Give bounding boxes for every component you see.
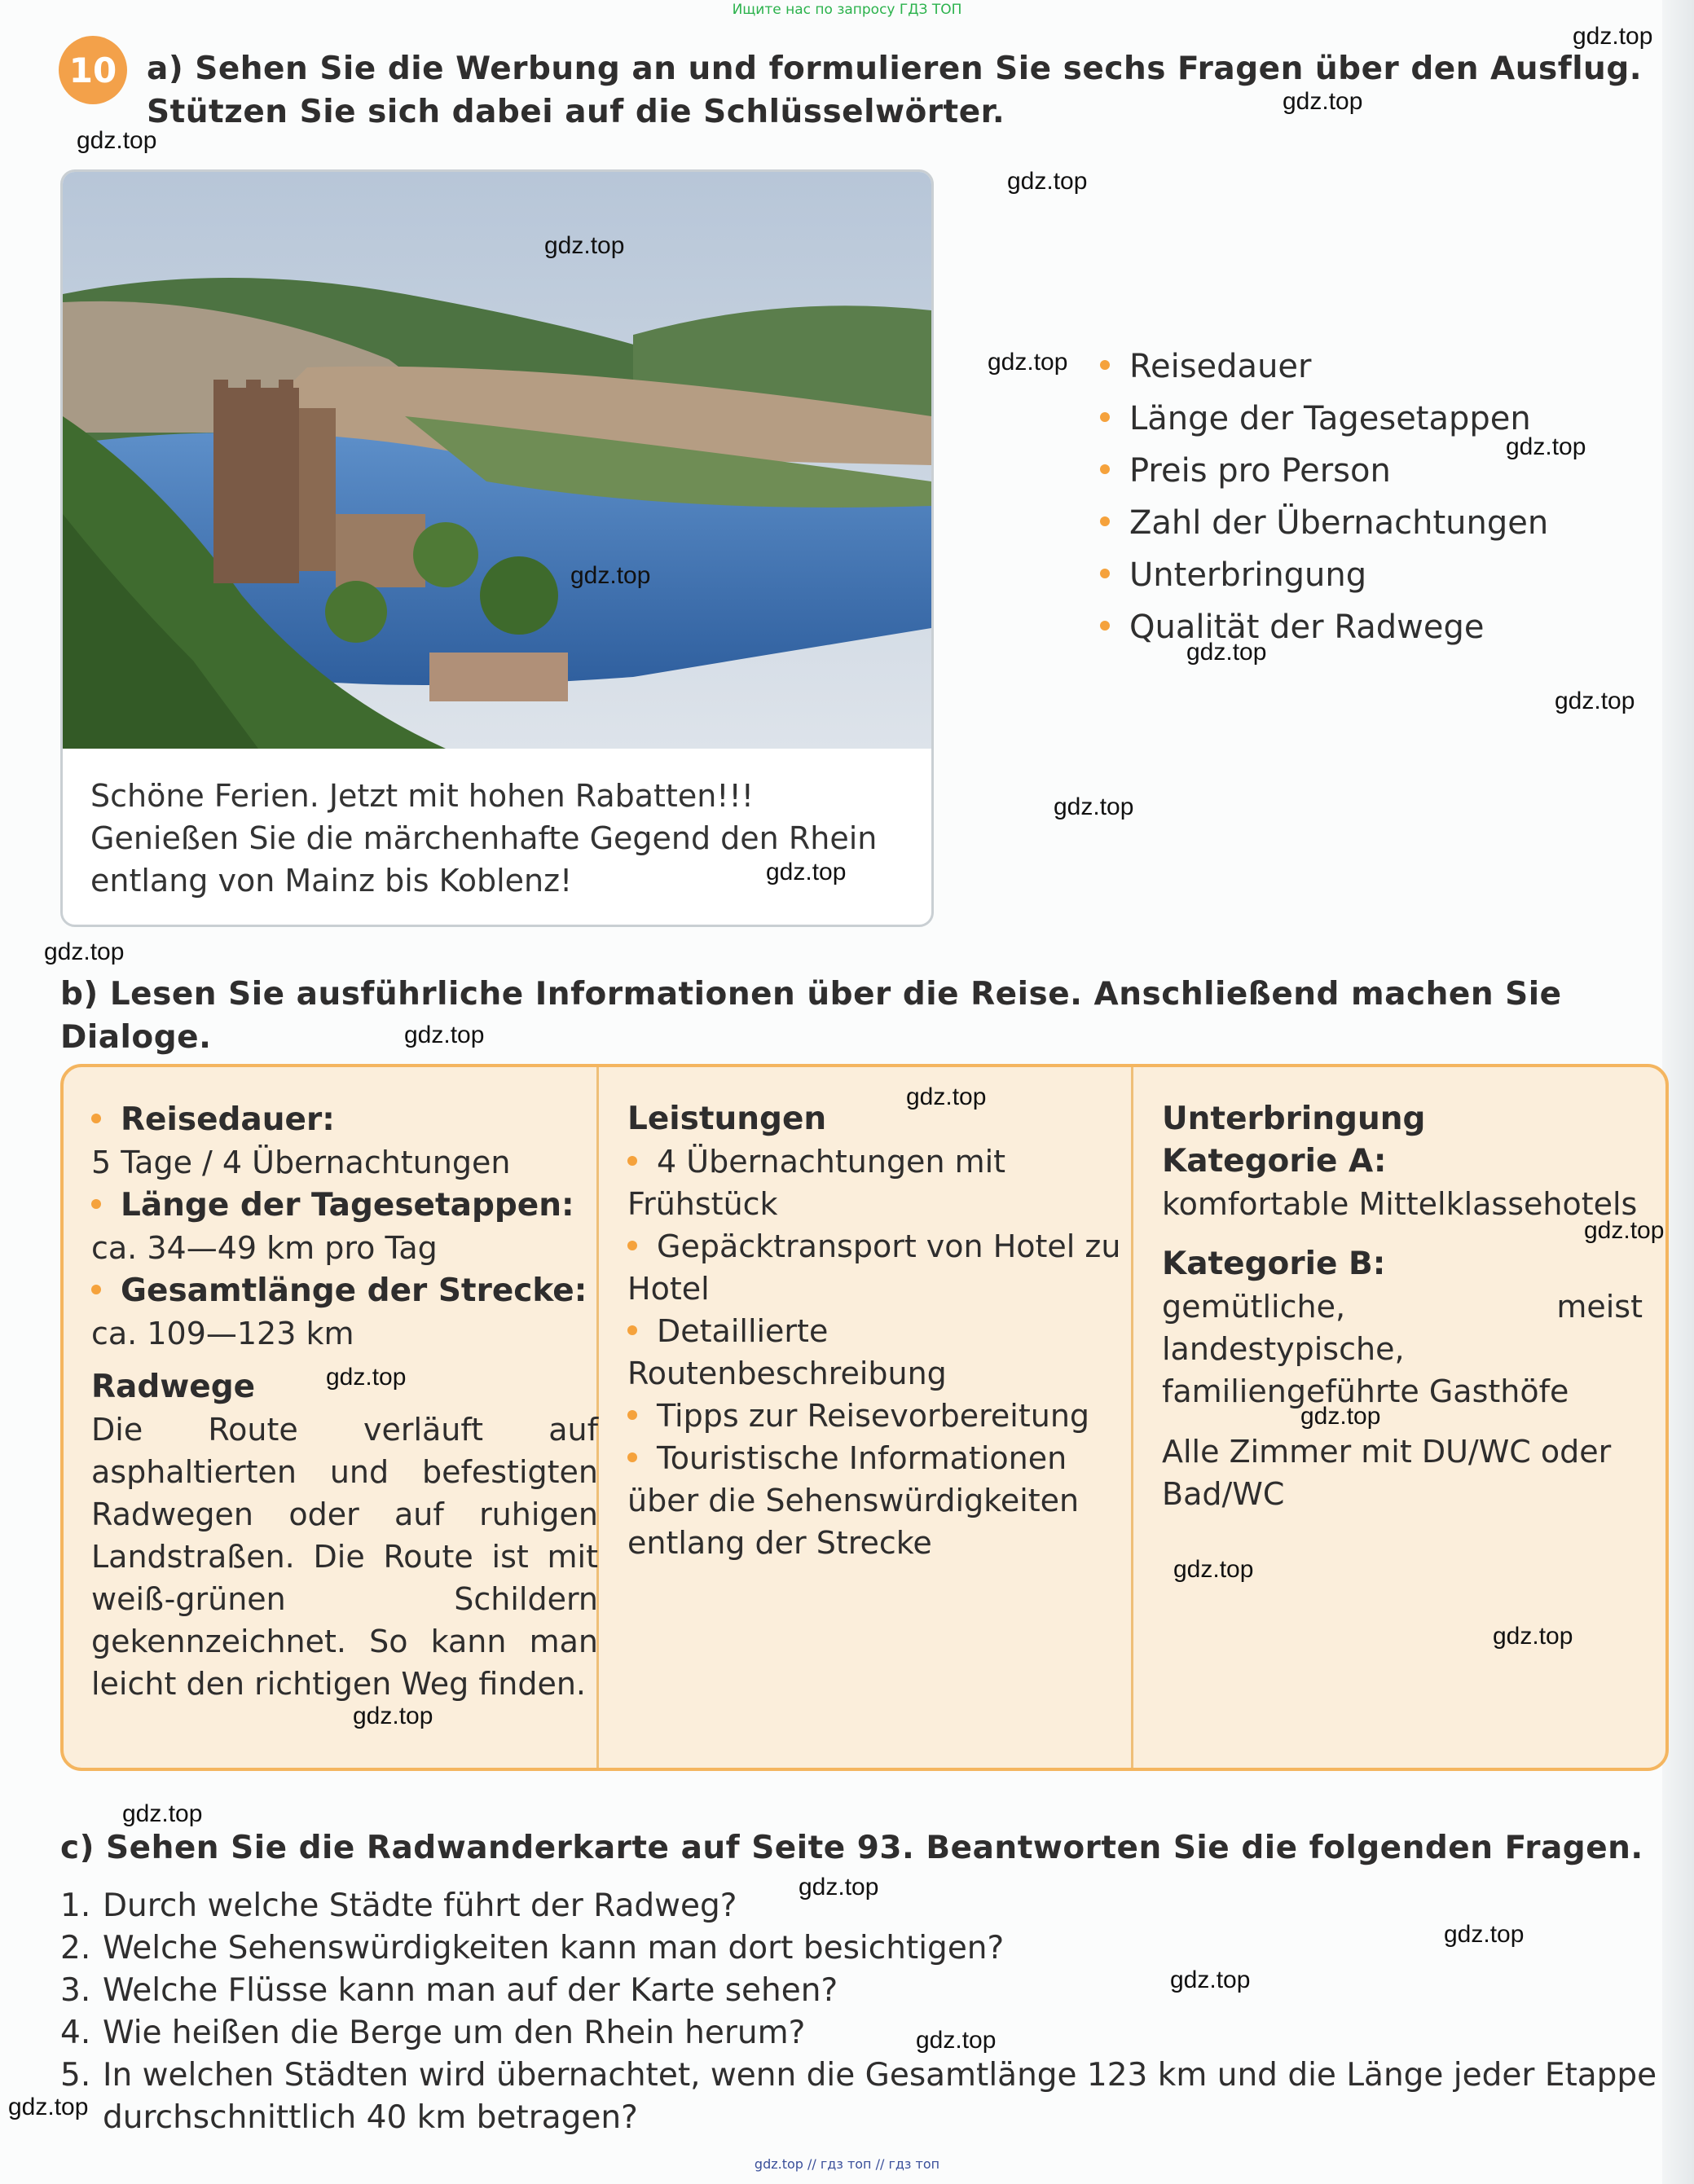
watermark: gdz.top [766,859,847,885]
bullet-icon [627,1410,637,1420]
service-item: Gepäcktransport von Hotel zu Hotel [627,1228,1121,1307]
task-a-text: Sehen Sie die Werbung an und formulieren Sie sechs Fragen über den Ausflug. Stützen Sie sich dabei auf die Schlüsselwörter. [147,51,1643,130]
category-a-label: Kategorie A: [1162,1143,1387,1180]
watermark: gdz.top [1555,688,1635,714]
task-b-instruction [60,973,1657,1059]
advertisement-caption: Schöne Ferien. Jetzt mit hohen Rabatten!!! Genießen Sie die märchenhafte Gegend den Rhein entlang von Mainz bis Koblenz! [90,778,878,899]
etappen-value: ca. 34—49 km pro Tag [91,1230,438,1266]
watermark: gdz.top [77,127,157,154]
bullet-icon [1100,621,1110,631]
bullet-icon [1100,516,1110,526]
gesamt-value: ca. 109—123 km [91,1316,354,1351]
watermark: gdz.top [1283,88,1363,115]
watermark: gdz.top [1584,1217,1665,1244]
watermark: gdz.top [8,2094,89,2120]
advertisement-card [60,169,934,927]
watermark: gdz.top [1054,793,1134,820]
info-column-services [627,1098,1133,1564]
keyword-item: Zahl der Übernachtungen [1100,497,1670,549]
trip-info-box [60,1064,1669,1771]
etappen-label: Länge der Tagesetappen: [121,1187,574,1224]
rhine-castle-photo [63,172,931,749]
keyword-item: Reisedauer [1100,341,1670,393]
watermark: gdz.top [988,349,1068,376]
task-a-label: a) [147,51,184,87]
reisedauer-label: Reisedauer: [121,1101,335,1138]
watermark: gdz.top [544,232,625,259]
question-item: 3. Welche Flüsse kann man auf der Karte sehen? [60,1972,838,2009]
bullet-icon [627,1241,637,1250]
question-list [60,1885,1665,2139]
service-item: Tipps zur Reisevorbereitung [627,1395,1133,1437]
bullet-icon [91,1199,101,1209]
service-item: Touristische Informationen über die Sehenswürdigkeiten entlang der Strecke [627,1440,1080,1561]
category-b-text: gemütliche, meist landestypische, familiengeführte Gasthöfe [1162,1289,1643,1409]
watermark: gdz.top [1186,639,1267,666]
watermark: gdz.top [570,562,651,589]
watermark: gdz.top [1444,1921,1525,1948]
watermark: gdz.top [1170,1966,1251,1993]
reisedauer-value: 5 Tage / 4 Übernachtungen [91,1145,511,1180]
watermark: gdz.top [916,2027,997,2054]
category-b-label: Kategorie B: [1162,1246,1386,1282]
leistungen-heading: Leistungen [627,1101,827,1137]
keyword-list [1100,341,1670,653]
bullet-icon [1100,412,1110,422]
info-column-accommodation [1162,1098,1643,1515]
category-a-text: komfortable Mittelklassehotels [1162,1186,1638,1222]
watermark: gdz.top [1506,433,1586,460]
unterbringung-heading: Unterbringung [1162,1101,1426,1137]
bullet-icon [1100,360,1110,370]
watermark: gdz.top [404,1022,485,1048]
task-b-text: Lesen Sie ausführliche Informationen über die Reise. Anschließend machen Sie Dialoge. [60,976,1562,1056]
question-item: 2. Welche Sehenswürdigkeiten kann man dort besichtigen? [60,1930,1005,1966]
bullet-icon [627,1325,637,1335]
task-a-instruction [147,47,1662,134]
task-c-text: Sehen Sie die Radwanderkarte auf Seite 93. Beantworten Sie die folgenden Fragen. [106,1830,1643,1866]
watermark: gdz.top [326,1364,407,1391]
service-item: Detaillierte Routenbeschreibung [627,1313,947,1391]
keyword-item: Preis pro Person [1100,445,1670,497]
question-item: 4. Wie heißen die Berge um den Rhein herum? [60,2015,806,2051]
bullet-icon [1100,464,1110,474]
keyword-item: Unterbringung [1100,549,1670,601]
bullet-icon [627,1156,637,1166]
watermark: gdz.top [353,1703,433,1729]
bullet-icon [91,1114,101,1123]
bottom-banner[interactable]: gdz.top // гдз топ // гдз топ [754,2156,940,2172]
watermark: gdz.top [1007,168,1088,195]
keyword-item: Länge der Tagesetappen [1100,393,1670,445]
watermark: gdz.top [799,1874,879,1901]
keyword-item: Qualität der Radwege [1100,601,1670,653]
watermark: gdz.top [906,1083,987,1110]
radwege-text: Die Route verläuft auf asphaltierten und befestigten Radwegen oder auf ruhigen Landstraßen. Die Route ist mit weiß-grünen Schildern gekennzeichnet. So kann man leicht den richtigen Weg finden. [91,1412,598,1702]
service-item: 4 Übernachtungen mit Frühstück [627,1144,1006,1222]
watermark: gdz.top [1493,1623,1573,1650]
top-banner[interactable]: Ищите нас по запросу ГДЗ ТОП [732,2,962,18]
question-item: 5. In welchen Städten wird übernachtet, wenn die Gesamtlänge 123 km und die Länge jeder Etappe durchschnittlich 40 km betragen? [60,2057,1657,2136]
bullet-icon [1100,569,1110,578]
watermark: gdz.top [1573,23,1653,50]
watermark: gdz.top [1173,1556,1254,1583]
watermark: gdz.top [44,938,125,965]
info-column-trip [91,1098,598,1705]
radwege-heading: Radwege [91,1369,256,1405]
bullet-icon [91,1285,101,1294]
gesamt-label: Gesamtlänge der Strecke: [121,1272,587,1309]
task-c-instruction [60,1826,1657,1870]
rooms-text: Alle Zimmer mit DU/WC oder Bad/WC [1162,1434,1612,1512]
task-b-label: b) [60,976,99,1013]
task-c-label: c) [60,1830,95,1866]
watermark: gdz.top [122,1800,203,1827]
watermark: gdz.top [1300,1403,1381,1430]
question-item: 1. Durch welche Städte führt der Radweg? [60,1887,737,1924]
exercise-number-badge: 10 [59,36,127,104]
bullet-icon [627,1452,637,1462]
